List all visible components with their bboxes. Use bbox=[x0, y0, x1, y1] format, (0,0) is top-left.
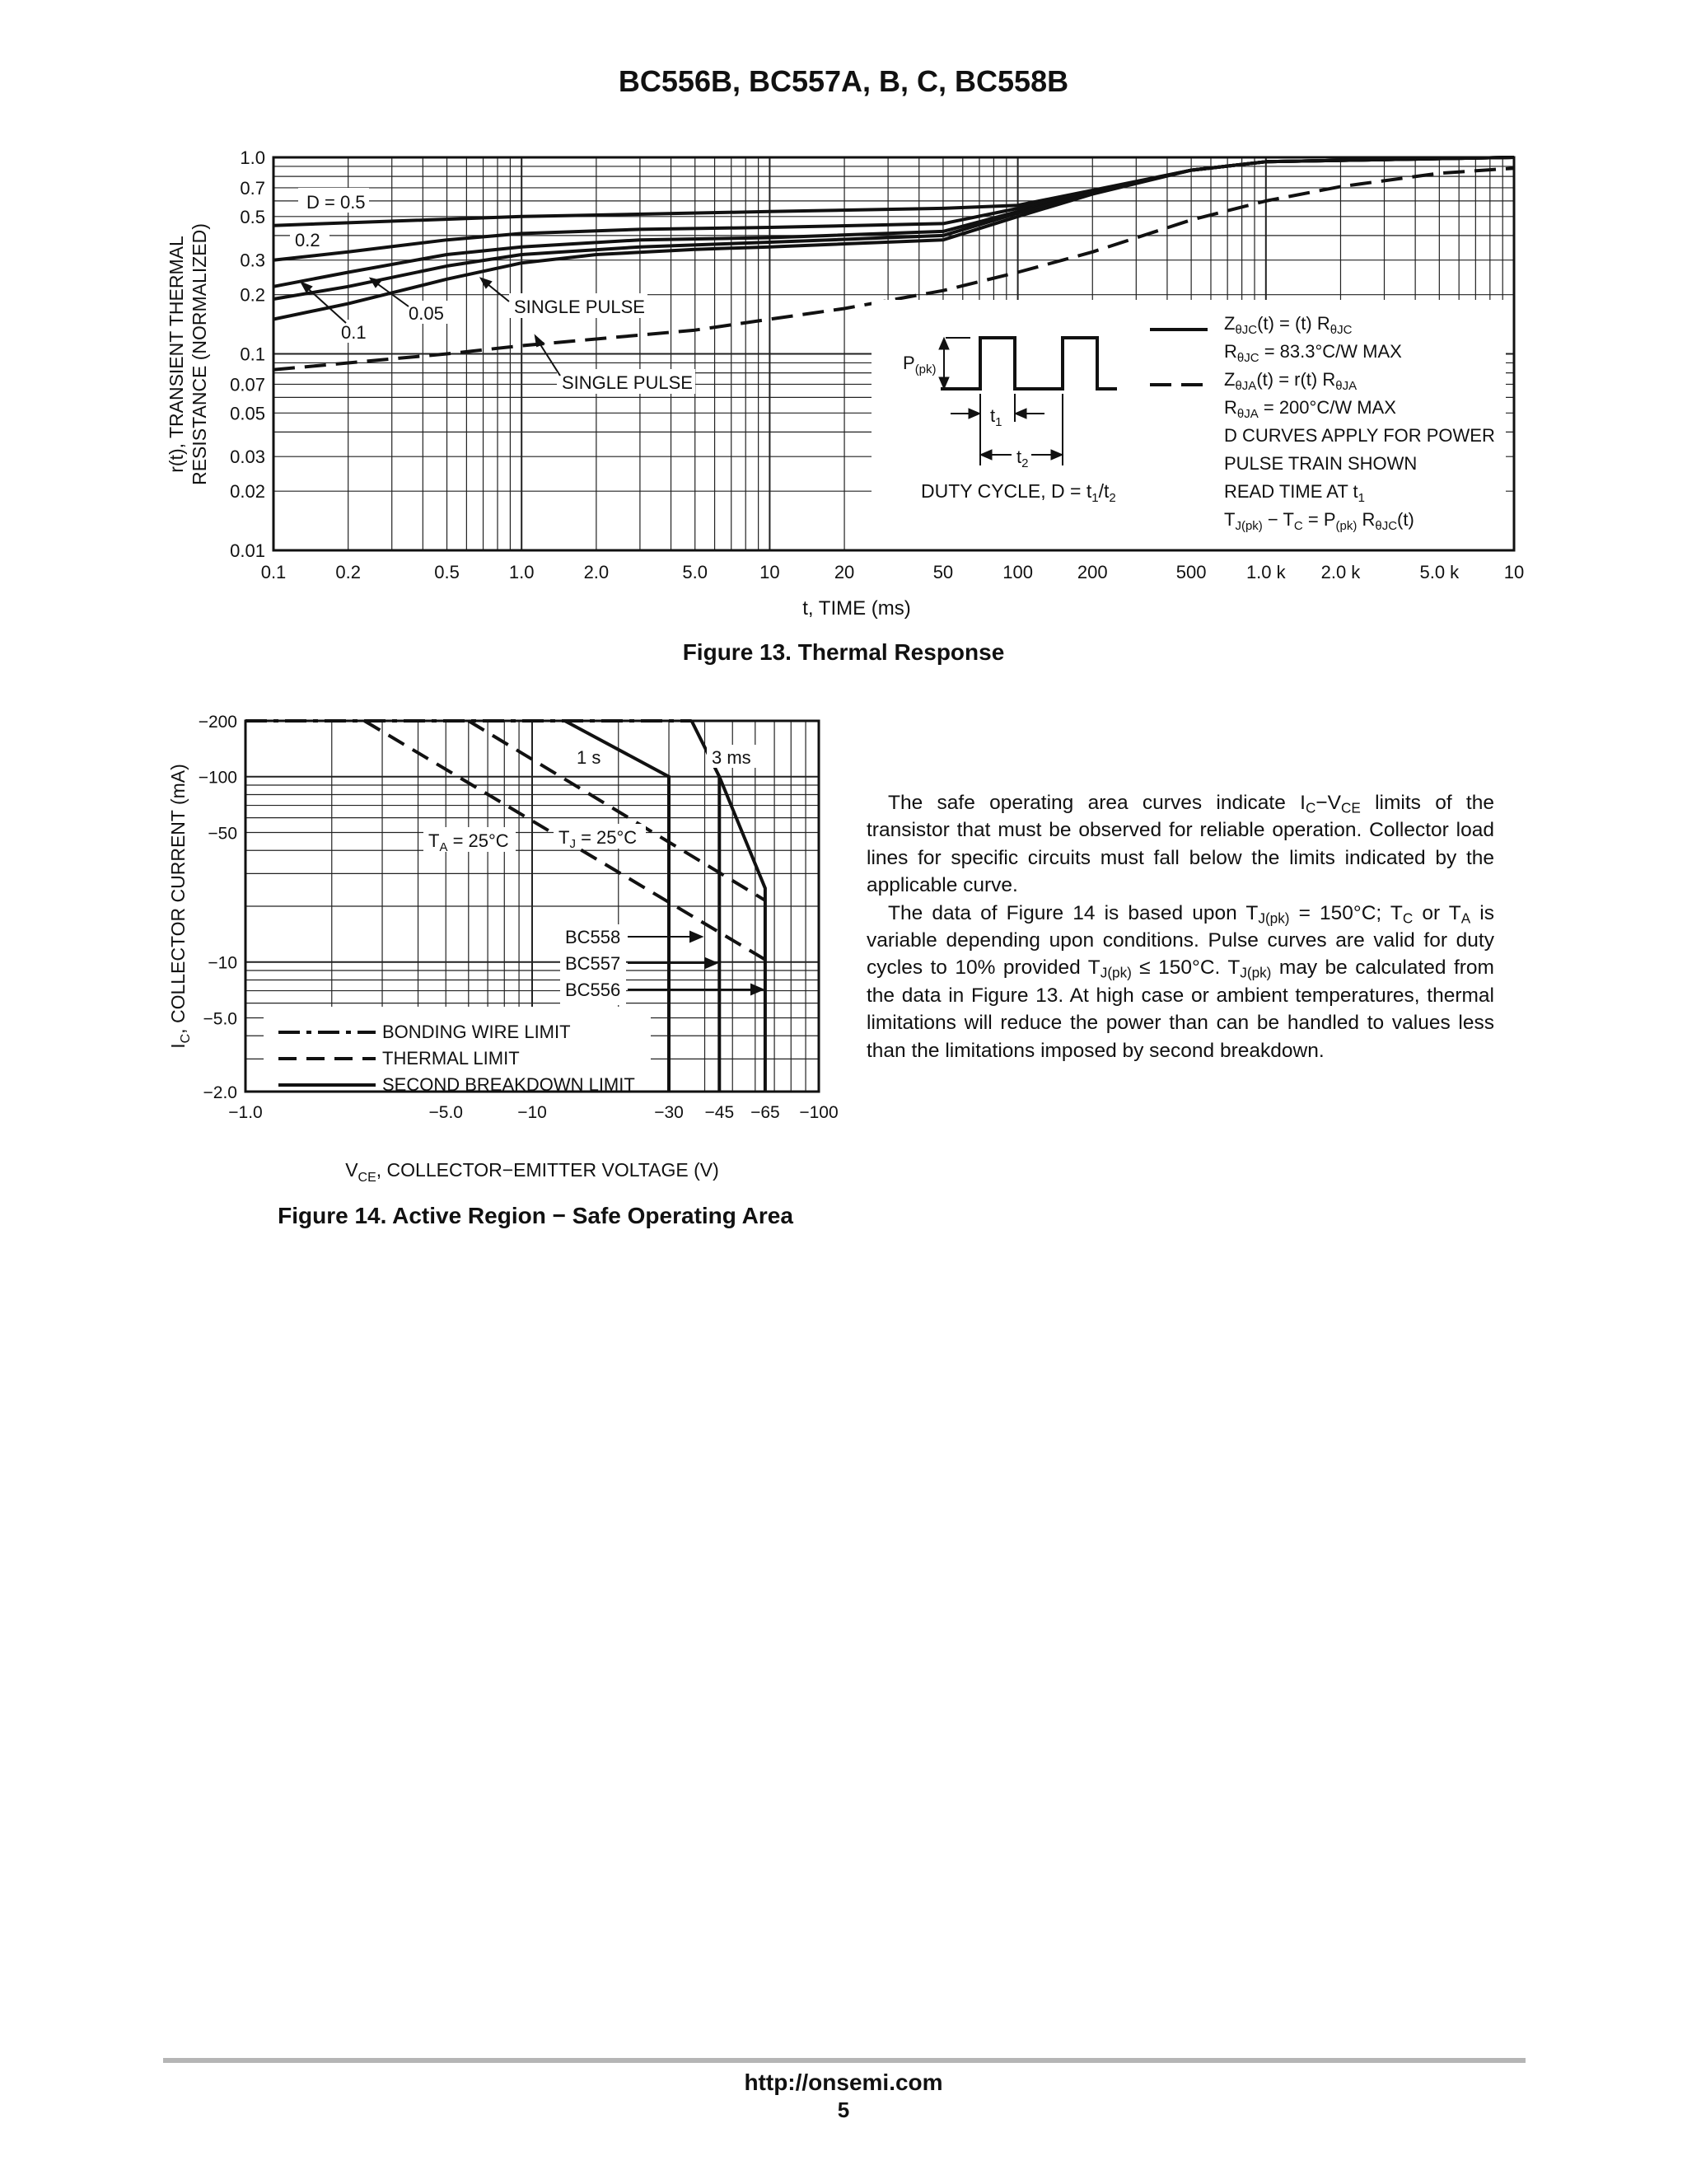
bc557-label: BC557 bbox=[565, 953, 621, 974]
thermal-note-line: D CURVES APPLY FOR POWER bbox=[1224, 425, 1495, 446]
y-tick-label: 0.07 bbox=[230, 374, 265, 395]
series-line-0 bbox=[273, 157, 1514, 226]
x-tick-label: 200 bbox=[1077, 562, 1108, 582]
pulse-label-1s: 1 s bbox=[577, 747, 601, 768]
thermal-response-chart bbox=[0, 0, 1687, 643]
device-label-arrows bbox=[628, 932, 763, 994]
x-tick-label: 20 bbox=[834, 562, 855, 582]
ppk-label: $P_{(pk)}$ bbox=[903, 353, 937, 376]
x-tick-label: −100 bbox=[799, 1103, 839, 1122]
duty-cycle-label: DUTY CYCLE, $D = t_1/t_2$ bbox=[921, 480, 1116, 505]
t2-label: $t_2$ bbox=[1016, 447, 1029, 470]
series-line-5 bbox=[719, 777, 765, 1092]
y-tick-label: 0.02 bbox=[230, 481, 265, 503]
x-tick-label: 2.0 k bbox=[1320, 562, 1361, 582]
x-tick-label: 0.1 bbox=[260, 562, 287, 582]
x-tick-label: 10 bbox=[759, 562, 780, 582]
pulse-label-3ms: 3 ms bbox=[712, 747, 751, 768]
thermal-note-line: READ TIME AT $t_1$ bbox=[1224, 481, 1365, 505]
figure-14-caption: Figure 14. Active Region − Safe Operating Area bbox=[278, 1203, 793, 1228]
thermal-note-line: $Z_{\theta JA}(t) = r(t)$ $R_{\theta JA}$ bbox=[1224, 369, 1358, 393]
x-tick-label: 5.0 k bbox=[1419, 562, 1460, 582]
thermal-note-line: $R_{\theta JC} = 83.3^\circ C/W$ MAX bbox=[1224, 341, 1402, 365]
y-tick-label: 0.01 bbox=[230, 540, 265, 561]
x-tick-label: −45 bbox=[704, 1103, 735, 1122]
y-tick-label: 0.5 bbox=[240, 206, 265, 227]
t1-label: $t_1$ bbox=[990, 405, 1002, 429]
y-axis-label-line1: r(t), TRANSIENT THERMAL bbox=[166, 236, 187, 473]
y-tick-label: −50 bbox=[208, 824, 237, 844]
curve-label-d02: 0.2 bbox=[295, 230, 320, 250]
legend-label: THERMAL LIMIT bbox=[382, 1048, 520, 1069]
x-tick-label: 100 bbox=[1002, 562, 1033, 582]
thermal-note-line: $R_{\theta JA} = 200^\circ C/W$ MAX bbox=[1224, 397, 1396, 421]
footer-divider bbox=[163, 2058, 1526, 2063]
x-axis-label: t, TIME (ms) bbox=[802, 597, 911, 620]
y-tick-label: −2.0 bbox=[203, 1083, 237, 1102]
paragraph: The safe operating area curves indicate $I_C-V_{CE}$ limits of the transistor that must be observed for reliable operation. Collector load lines for specific circuits must fall below the limits indicated by the applicable curve. bbox=[867, 792, 1494, 897]
y-tick-label: −200 bbox=[198, 713, 237, 732]
legend-label: SECOND BREAKDOWN LIMIT bbox=[382, 1074, 635, 1095]
x-tick-label: −10 bbox=[517, 1103, 547, 1122]
curve-label-d01: 0.1 bbox=[341, 322, 367, 343]
y-tick-label: 0.1 bbox=[240, 344, 265, 365]
page-number: 5 bbox=[837, 2097, 850, 2122]
y-tick-label: 0.03 bbox=[230, 447, 265, 468]
x-tick-label: 2.0 bbox=[583, 562, 610, 582]
y-axis-label-line2: RESISTANCE (NORMALIZED) bbox=[189, 223, 210, 485]
x-tick-label: −5.0 bbox=[428, 1103, 463, 1122]
curve-label-d05: D = 0.5 bbox=[306, 192, 366, 213]
figure-13-caption: Figure 13. Thermal Response bbox=[682, 639, 1005, 665]
paragraph: The data of Figure 14 is based upon $T_{J(pk)} = 150^\circ C$; $T_C$ or $T_A$ is variable depending upon conditions. Pulse curves are valid for duty cycles to 10% provided $T_{J(pk)} \le 150^\circ C$. $T_{J(pk)}$ may be calculated from the data in Figure 13. At high case or ambient temperatures, thermal limitations will reduce the power than can be handled to values less than the limitations imposed by second breakdown. bbox=[867, 901, 1494, 1062]
x-tick-label: −1.0 bbox=[228, 1103, 263, 1122]
curve-label-single-pulse-dashed: SINGLE PULSE bbox=[562, 372, 693, 393]
safe-operating-area-chart bbox=[0, 709, 873, 1203]
y-tick-label: 0.2 bbox=[240, 284, 265, 306]
y-tick-label: 0.05 bbox=[230, 403, 265, 424]
soa-description bbox=[867, 789, 1494, 1064]
thermal-note-line: PULSE TRAIN SHOWN bbox=[1224, 453, 1418, 474]
curve-label-single-pulse-solid: SINGLE PULSE bbox=[514, 297, 645, 317]
x-tick-label: 0.2 bbox=[335, 562, 361, 582]
legend-label: BONDING WIRE LIMIT bbox=[382, 1022, 571, 1042]
y-tick-label: −100 bbox=[198, 768, 237, 788]
x-tick-label: 500 bbox=[1175, 562, 1207, 582]
bc558-label: BC558 bbox=[565, 927, 621, 947]
y-axis-label: $I_C$, COLLECTOR CURRENT (mA) bbox=[167, 764, 193, 1049]
tj-label: $T_J = 25^\circ C$ bbox=[558, 827, 638, 851]
y-tick-label: 0.3 bbox=[240, 250, 265, 271]
thermal-note-line: $T_{J(pk)} - T_C = P_{(pk)}$ $R_{\theta JC}(t)$ bbox=[1224, 509, 1414, 533]
y-tick-label: −5.0 bbox=[203, 1009, 237, 1029]
x-tick-label: 10 bbox=[1503, 562, 1525, 582]
page-header-title: BC556B, BC557A, B, C, BC558B bbox=[618, 64, 1069, 98]
y-tick-label: 0.7 bbox=[240, 177, 265, 199]
x-axis-label: $V_{CE}$, COLLECTOR−EMITTER VOLTAGE (V) bbox=[345, 1159, 719, 1185]
x-tick-label: 0.5 bbox=[434, 562, 460, 582]
x-tick-label: 50 bbox=[932, 562, 954, 582]
y-tick-label: 1.0 bbox=[240, 147, 265, 168]
bc556-label: BC556 bbox=[565, 980, 621, 1000]
curve-label-d005: 0.05 bbox=[409, 303, 444, 324]
x-tick-label: 5.0 bbox=[682, 562, 708, 582]
thermal-note-line: $Z_{\theta JC}(t) = (t)$ $R_{\theta JC}$ bbox=[1224, 313, 1353, 337]
x-tick-label: 1.0 bbox=[508, 562, 535, 582]
ta-label: $T_A = 25^\circ C$ bbox=[428, 830, 509, 854]
y-tick-label: −10 bbox=[208, 953, 237, 973]
x-tick-label: −65 bbox=[750, 1103, 780, 1122]
x-tick-label: 1.0 k bbox=[1245, 562, 1286, 582]
footer-url: http://onsemi.com bbox=[744, 2069, 943, 2095]
x-tick-label: −30 bbox=[654, 1103, 684, 1122]
